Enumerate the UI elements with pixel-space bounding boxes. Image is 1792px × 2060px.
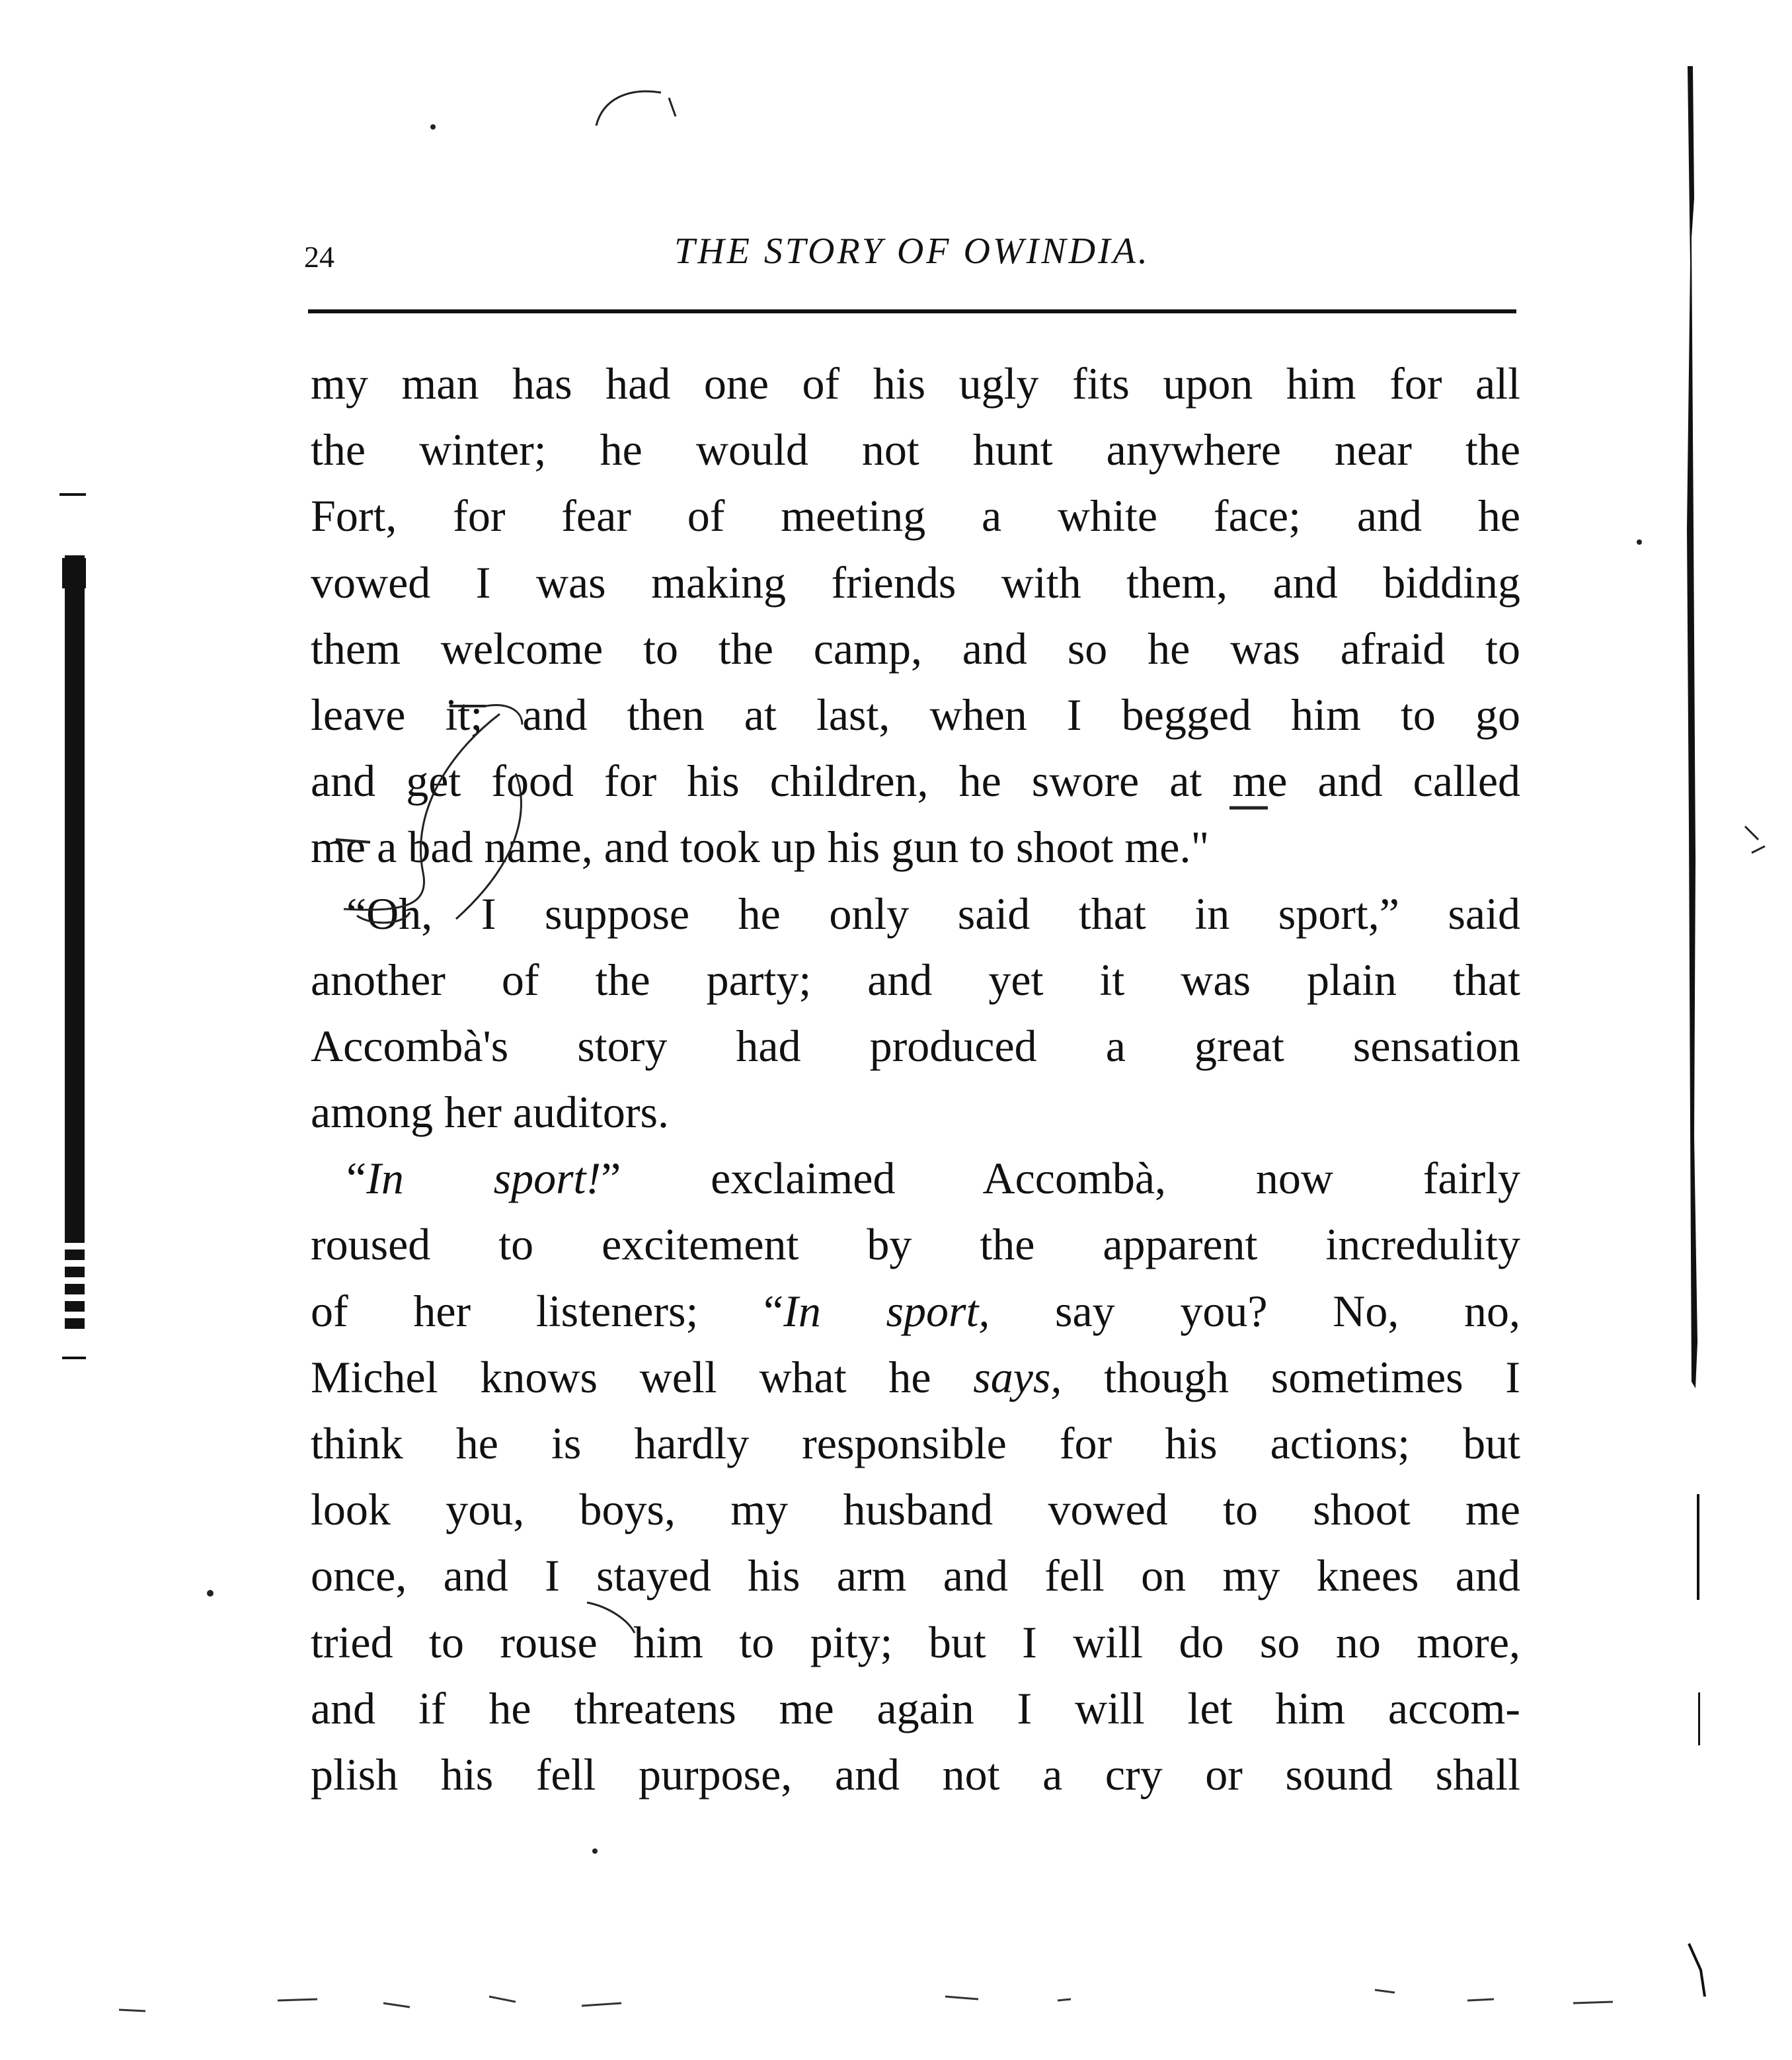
text-line: among her auditors. bbox=[311, 1087, 669, 1138]
text-line bbox=[311, 1278, 1520, 1344]
text-line: think he is hardly responsible for his actions; but bbox=[311, 1418, 1520, 1468]
text-line: plish his fell purpose, and not a cry or sound shall bbox=[311, 1749, 1520, 1800]
margin-dash bbox=[62, 1357, 86, 1359]
text-line: “Oh, I suppose he only said that in sport,” said bbox=[346, 888, 1520, 939]
text-line: them welcome to the camp, and so he was afraid to bbox=[311, 623, 1520, 674]
text-line: and get food for his children, he swore at me and called bbox=[311, 756, 1520, 807]
text-span: “ bbox=[346, 1153, 367, 1204]
text-line: once, and I stayed his arm and fell on my knees and bbox=[311, 1550, 1520, 1601]
text-line: another of the party; and yet it was plain that bbox=[311, 954, 1520, 1005]
text-line: leave it; and then at last, when I begged him to go bbox=[311, 689, 1520, 740]
scan-margin-bar bbox=[65, 555, 85, 1335]
text-line: look you, boys, my husband vowed to shoot me bbox=[311, 1484, 1520, 1535]
text-span: say you? No, no, bbox=[990, 1285, 1521, 1336]
text-line: Fort, for fear of meeting a white face; and he bbox=[311, 491, 1520, 541]
text-line bbox=[311, 1145, 1520, 1211]
page-edge-shadow bbox=[1676, 66, 1709, 2023]
text-span: of her listeners; “ bbox=[311, 1285, 784, 1336]
margin-block bbox=[62, 558, 86, 588]
text-span: ” exclaimed Accombà, now fairly bbox=[601, 1153, 1520, 1204]
header-rule bbox=[308, 309, 1516, 313]
text-line: my man has had one of his ugly fits upon him for all bbox=[311, 358, 1520, 409]
text-line: me a bad name, and took up his gun to shoot me." bbox=[311, 822, 1210, 873]
scan-noise bbox=[119, 1977, 1692, 2030]
italic-text: In sport! bbox=[366, 1153, 602, 1204]
text-line: the winter; he would not hunt anywhere near the bbox=[311, 424, 1520, 475]
scan-margin-bar-gaps bbox=[63, 1243, 87, 1349]
text-line: roused to excitement by the apparent incredulity bbox=[311, 1219, 1520, 1270]
text-line bbox=[311, 1344, 1520, 1410]
running-head: THE STORY OF OWINDIA. bbox=[674, 231, 1150, 272]
page-number: 24 bbox=[304, 240, 334, 274]
text-span: though sometimes I bbox=[1062, 1351, 1520, 1402]
margin-dash bbox=[59, 493, 86, 496]
italic-text: says, bbox=[973, 1351, 1062, 1402]
italic-text: In sport, bbox=[783, 1285, 990, 1336]
text-line: vowed I was making friends with them, and bidding bbox=[311, 557, 1520, 608]
body-text bbox=[311, 350, 1520, 1807]
text-span: Michel knows well what he bbox=[311, 1351, 974, 1402]
text-line: tried to rouse him to pity; but I will do so no more, bbox=[311, 1616, 1520, 1667]
text-line: and if he threatens me again I will let him accom- bbox=[311, 1683, 1520, 1733]
text-line: Accombà's story had produced a great sensation bbox=[311, 1020, 1520, 1071]
